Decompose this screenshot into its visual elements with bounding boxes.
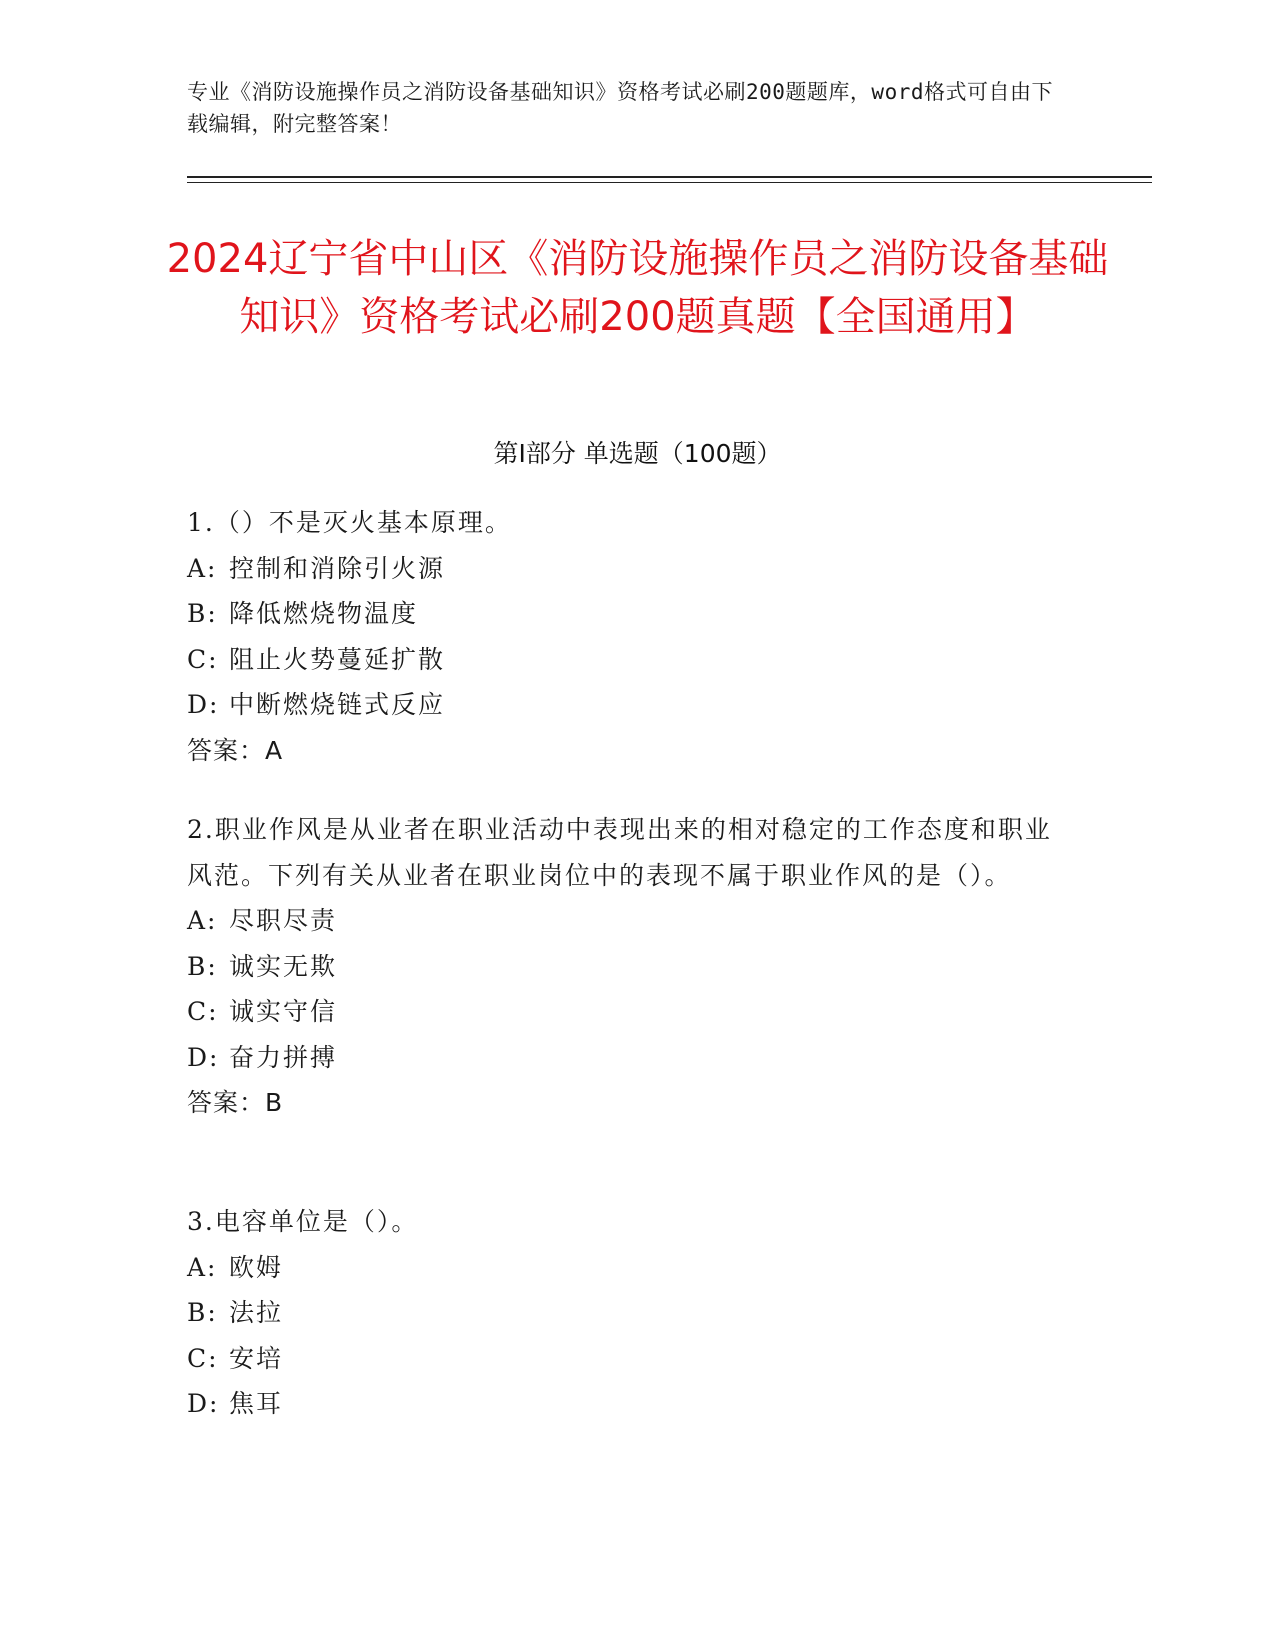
option-b [187, 944, 1067, 990]
option-key: C: [187, 1343, 219, 1373]
question-stem: 2.职业作风是从业者在职业活动中表现出来的相对稳定的工作态度和职业风范。下列有关从业者在职业岗位中的表现不属于职业作风的是（）。 [187, 815, 1052, 890]
option-text: 安培 [229, 1343, 284, 1373]
option-key: A: [187, 1252, 218, 1282]
option-key: C: [187, 644, 219, 674]
option-text: 欧姆 [229, 1252, 284, 1282]
header-note: 专业《消防设施操作员之消防设备基础知识》资格考试必刷200题题库，word格式可自由下载编辑，附完整答案！ [187, 80, 1053, 136]
option-key: D: [187, 1389, 220, 1418]
option-a [187, 898, 1067, 944]
header-divider-thin [187, 182, 1152, 183]
option-a [187, 546, 1067, 592]
option-text: 尽职尽责 [229, 906, 338, 935]
option-text: 奋力拼搏 [229, 1042, 338, 1072]
option-key: C: [187, 997, 219, 1026]
option-text: 控制和消除引火源 [229, 553, 446, 583]
section-heading: 第Ⅰ部分 单选题（100题） [493, 439, 782, 468]
header-divider-thick [187, 176, 1152, 178]
option-b [187, 591, 1067, 637]
option-key: A: [187, 906, 218, 935]
option-d [187, 1381, 1067, 1427]
option-text: 中断燃烧链式反应 [229, 690, 446, 719]
option-key: B: [187, 951, 218, 981]
option-d [187, 682, 1067, 728]
option-c [187, 989, 1067, 1035]
question-3 [187, 1199, 1067, 1427]
option-text: 焦耳 [229, 1389, 284, 1418]
option-text: 降低燃烧物温度 [229, 599, 419, 628]
option-key: D: [187, 1042, 220, 1072]
option-key: D: [187, 690, 220, 719]
document-title: 2024辽宁省中山区《消防设施操作员之消防设备基础知识》资格考试必刷200题真题【全国通用】 [166, 236, 1109, 340]
option-c [187, 637, 1067, 683]
answer: 答案：B [187, 1088, 284, 1117]
option-key: B: [187, 1298, 218, 1327]
option-key: B: [187, 599, 218, 628]
question-stem: 1.（）不是灭火基本原理。 [187, 508, 512, 537]
question-1 [187, 500, 1067, 773]
option-text: 诚实守信 [229, 997, 338, 1026]
option-text: 阻止火势蔓延扩散 [229, 644, 446, 674]
option-text: 法拉 [229, 1298, 284, 1327]
option-key: A: [187, 553, 218, 583]
option-a [187, 1245, 1067, 1291]
option-b [187, 1290, 1067, 1336]
question-stem: 3.电容单位是（）。 [187, 1207, 419, 1236]
option-d [187, 1035, 1067, 1081]
answer: 答案：A [187, 735, 284, 765]
option-c [187, 1336, 1067, 1382]
option-text: 诚实无欺 [229, 951, 338, 981]
question-2 [187, 807, 1067, 1126]
